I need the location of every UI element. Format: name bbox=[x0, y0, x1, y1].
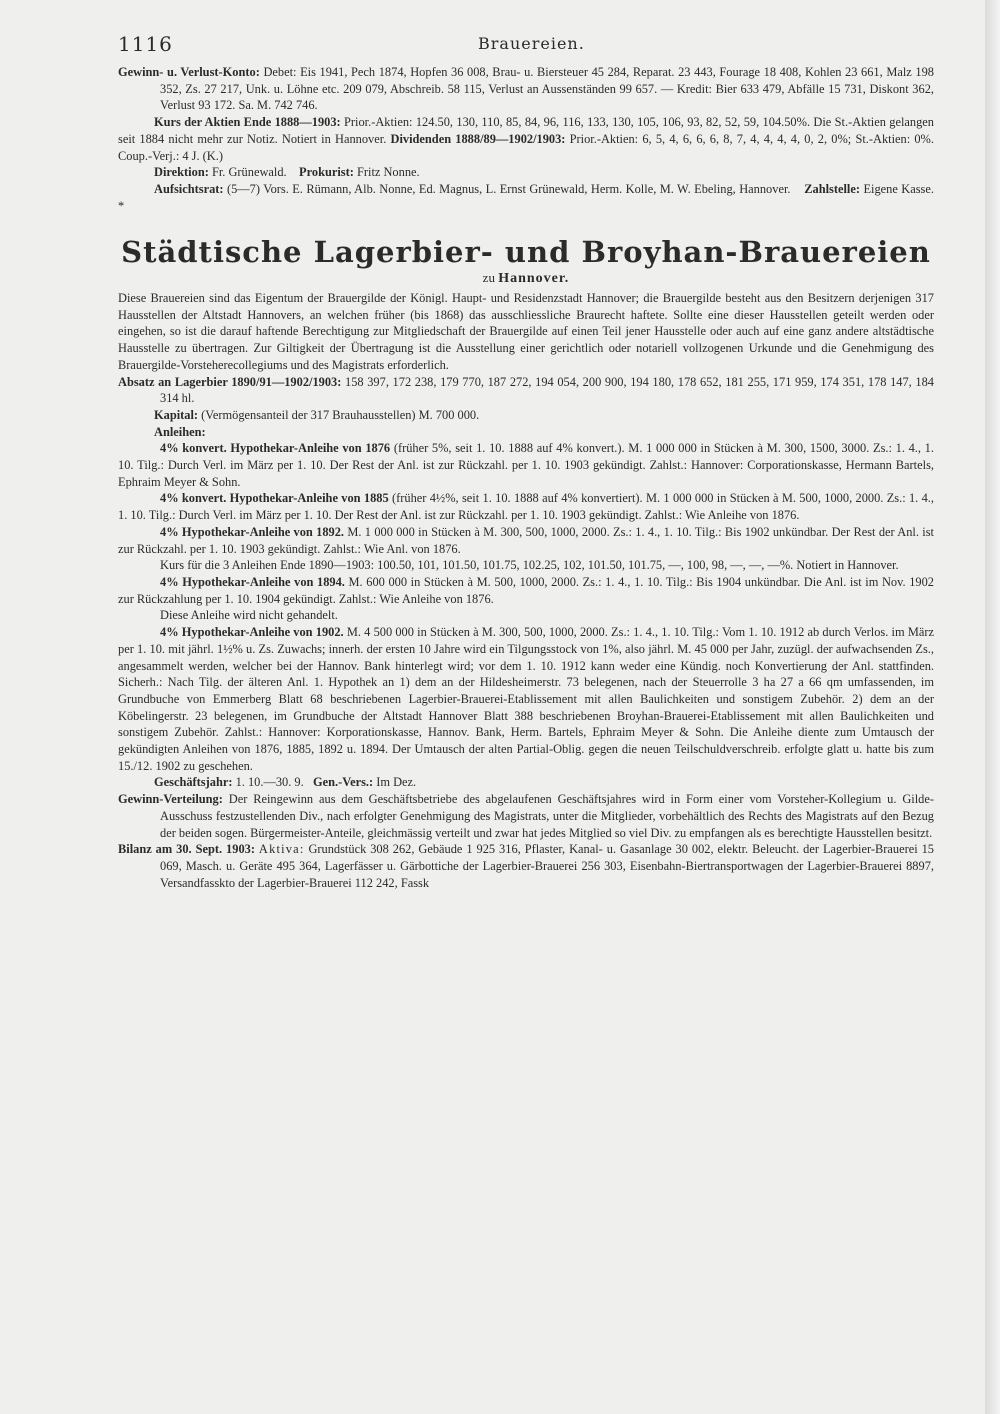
direktion-entry bbox=[118, 164, 934, 181]
bilanz-text: Grundstück 308 262, Gebäude 1 925 316, Pflaster, Kanal- u. Gasanlage 30 002, elektr. Beleucht. der Lagerbier-Brauerei 15 069, Masch. u. Geräte 495 364, Lagerfässer u. Gärbottiche der Lagerbier-Brauerei 256 303, Eisenbahn-Biertransportwagen der Lagerbier-Brauerei 8897, Versandfasskto der Lagerbier-Brauerei 112 242, Fassk bbox=[160, 842, 934, 890]
zahlstelle-text: Eigene Kasse. * bbox=[118, 181, 934, 213]
direktion-label: Direktion: bbox=[154, 165, 209, 180]
anleihe-1902-label: 4% Hypothekar-Anleihe von 1902. bbox=[160, 625, 344, 640]
intro-paragraph: Diese Brauereien sind das Eigentum der Brauergilde der Königl. Haupt- und Residenzstadt Hannover; die Brauergilde besteht aus den Besitzern derjenigen 317 Hausstellen der Altstadt Hannovers, an welchen früher (bis 1868) das ausschliessliche Braurecht haftete. Sollte eine dieser Hausstellen geteilt werden oder eingehen, so ist die darauf haftende Berechtigung zur Mitgliedschaft der Brauergilde auf einen Teil jener Hausstelle oder auch auf eine ganz andere altstädtische Hausstelle zu übertragen. Zur Giltigkeit der Übertragung ist die Ausstellung einer gerichtlich oder notariell vollzogenen Urkunde und die Genehmigung des Brauergilde-Vorsteherecollegiums und des Magistrats erforderlich. bbox=[118, 291, 934, 372]
anleihe-1892-label: 4% Hypothekar-Anleihe von 1892. bbox=[160, 524, 345, 539]
gv-konto-text: Debet: Eis 1941, Pech 1874, Hopfen 36 008, Brau- u. Biersteuer 45 284, Reparat. 23 443, Fourage 18 408, Kohlen 23 661, Malz 198 352, Zs. 27 217, Unk. u. Löhne etc. 209 079, Abschreib. 58 115, Verlust an Aussenständen 99 657. — Kredit: Bier 633 479, Abfälle 15 731, Diskont 362, Verlust 93 172. Sa. M. 742 746. bbox=[160, 65, 934, 113]
subtitle-prefix: zu bbox=[482, 270, 495, 286]
direktion-text: Fr. Grünewald. bbox=[211, 165, 287, 180]
dividenden-label: Dividenden 1888/89—1902/1903: bbox=[390, 131, 566, 146]
kurs-label: Kurs der Aktien Ende 1888—1903: bbox=[154, 115, 341, 130]
kapital-label: Kapital: bbox=[154, 407, 199, 422]
aufsichtsrat-entry bbox=[118, 181, 934, 214]
geschaeftsjahr-text: 1. 10.—30. 9. bbox=[235, 775, 304, 790]
geschaeftsjahr-entry bbox=[118, 774, 934, 791]
nicht-gehandelt-note: Diese Anleihe wird nicht gehandelt. bbox=[160, 608, 338, 623]
gen-vers-label: Gen.-Vers.: bbox=[313, 775, 374, 790]
anleihe-1885-label: 4% konvert. Hypothekar-Anleihe von 1885 bbox=[160, 491, 389, 506]
anleihe-1892-text: M. 1 000 000 in Stücken à M. 300, 500, 1000, 2000. Zs.: 1. 4., 1. 10. Tilg.: Bis 1902 unkündbar. Der Rest der Anl. ist zur Rückzahl. per 1. 10. 1903 gekündigt. Zahlst.: Wie Anl. von 1876. bbox=[118, 524, 934, 556]
aufsichtsrat-label: Aufsichtsrat: bbox=[154, 181, 224, 196]
anleihe-1894-label: 4% Hypothekar-Anleihe von 1894. bbox=[160, 574, 345, 589]
gewinn-verteilung-text: Der Reingewinn aus dem Geschäftsbetriebe des abgelaufenen Geschäftsjahres wird in Form einer vom Vorsteher-Kollegium u. Gilde-Ausschuss festzustellenden Div., nach erfolgter Genehmigung des Magistrats, unter die Mitglieder, vorbehältlich des Rechts des Magistrats auf den Bezug der beiden sogen. Bürgermeister-Anteile, gleichmässig verteilt und zwar hat jedes Mitglied so viel Div. zu empfangen als es berechtigte Hausstellen besitzt. bbox=[160, 792, 934, 840]
anleihe-1885-text: (früher 4½%, seit 1. 10. 1888 auf 4% konvertiert). M. 1 000 000 in Stücken à M. 500, 1000, 2000. Zs.: 1. 4., 1. 10. Tilg.: Durch Verl. im März per 1. 10. Der Rest der Anl. ist zur Rückzahl. per 1. 10. 1903 gekündigt. Zahlst.: Wie Anleihe von 1876. bbox=[118, 491, 934, 523]
kurs-anleihen: Kurs für die 3 Anleihen Ende 1890—1903: 100.50, 101, 101.50, 101.75, 102.25, 102, 101.50, 101.75, —, 100, 98, —, —, —%. Notiert in Hannover. bbox=[160, 558, 899, 573]
prokurist-text: Fritz Nonne. bbox=[356, 165, 420, 180]
anleihe-1894-text: M. 600 000 in Stücken à M. 500, 1000, 2000. Zs.: 1. 4., 1. 10. Tilg.: Bis 1904 unkündbar. Die Anl. ist im Nov. 1902 zur Rückzahlung per 1. 10. 1904 gekündigt. Zahlst.: Wie Anleihe von 1876. bbox=[118, 574, 934, 606]
running-title: Brauereien. bbox=[478, 34, 585, 53]
anleihe-1902-text: M. 4 500 000 in Stücken à M. 300, 500, 1000, 2000. Zs.: 1. 4., 1. 10. Tilg.: Vom 1. 10. 1912 ab durch Verlos. im März per 1. 10. mit jährl. 1½% u. Zs. Zuwachs; innerh. der ersten 10 Jahre wird ein Tilgungsstock von 1%, also jährl. M. 45 000 per Jahr, zuzügl. der aufwachsenden Zs., angesammelt werden, welcher bei der Hannov. Bank hinterlegt wird; vor dem 1. 10. 1912 kann weder eine Kündig. noch Konvertierung der Anl. stattfinden. Sicherh.: Nach Tilg. der älteren Anl. 1. Hypothek an 1) dem an der Hildesheimerstr. 73 belegenen, nach der Steuerrolle 3 ha 27 a 66 qm umfassenden, im Grundbuche von Emmerberg Blatt 68 beschriebenen Lagerbier-Brauerei-Etablissement mit allen Baulichkeiten und sonstigem Zubehör. 2) dem an der Köbelingerstr. 23 belegenen, im Grundbuche der Altstadt Hannover Blatt 388 beschriebenen Broyhan-Brauerei-Etablissement mit allen Baulichkeiten und sonstigem Zubehör. Zahlst.: Hannover: Korporationskasse, Hannov. Bank, Herm. Bartels, Ephraim Meyer & Sohn. Die Anleihe diente zum Umtausch der gekündigten Anleihen von 1876, 1885, 1892 u. 1894. Der Umtausch der alten Partial-Oblig. gegen die neuen Teilschuldverschreib. erfolgte glatt u. hatte bis zum 15./12. 1902 zu geschehen. bbox=[118, 625, 934, 773]
gv-konto-label: Gewinn- u. Verlust-Konto: bbox=[118, 65, 260, 79]
page-number: 1116 bbox=[118, 32, 173, 56]
gen-vers-text: Im Dez. bbox=[376, 775, 417, 790]
geschaeftsjahr-label: Geschäftsjahr: bbox=[154, 775, 233, 790]
aktiva-label: Aktiva: bbox=[258, 842, 305, 857]
page-body bbox=[118, 64, 934, 891]
kurs-entry bbox=[118, 114, 934, 164]
kapital-text: (Vermögensanteil der 317 Brauhausstellen) M. 700 000. bbox=[201, 407, 480, 422]
dividenden-text: Prior.-Aktien: 6, 5, 4, 6, 6, 6, 8, 7, 4, 4, 4, 4, 0, 2, 0%; St.-Aktien: 0%. Coup.-Verj.: 4 J. (K.) bbox=[118, 131, 934, 163]
bilanz-label: Bilanz am 30. Sept. 1903: bbox=[118, 842, 255, 857]
anleihe-1902 bbox=[118, 624, 934, 774]
kapital-entry bbox=[118, 407, 934, 424]
anleihe-1876 bbox=[118, 440, 934, 490]
aufsichtsrat-text: (5—7) Vors. E. Rümann, Alb. Nonne, Ed. Magnus, L. Ernst Grünewald, Herm. Kolle, M. W. Ebeling, Hannover. bbox=[226, 181, 791, 196]
anleihen-label: Anleihen: bbox=[154, 424, 206, 439]
company-subtitle bbox=[118, 270, 934, 288]
anleihe-1876-label: 4% konvert. Hypothekar-Anleihe von 1876 bbox=[160, 441, 391, 456]
absatz-text: 158 397, 172 238, 179 770, 187 272, 194 054, 200 900, 194 180, 178 652, 181 255, 171 959, 174 351, 178 147, 184 314 hl. bbox=[160, 374, 934, 406]
zahlstelle-label: Zahlstelle: bbox=[804, 181, 861, 196]
gv-konto-entry bbox=[118, 64, 934, 114]
company-city: Hannover. bbox=[498, 271, 570, 287]
anleihe-1876-text: (früher 5%, seit 1. 10. 1888 auf 4% konvert.). M. 1 000 000 in Stücken à M. 300, 1500, 3000. Zs.: 1. 4., 1. 10. Tilg.: Durch Verl. im März per 1. 10. Der Rest der Anl. ist zur Rückzahl. per 1. 10. 1903 gekündigt. Zahlst.: Hannover: Corporationskasse, Hermann Bartels, Ephraim Meyer & Sohn. bbox=[118, 441, 934, 489]
gewinn-verteilung-entry bbox=[118, 791, 934, 841]
absatz-label: Absatz an Lagerbier 1890/91—1902/1903: bbox=[118, 374, 342, 389]
kurs-text: Prior.-Aktien: 124.50, 130, 110, 85, 84, 96, 116, 133, 130, 105, 106, 93, 82, 52, 59, 104.50%. Die St.-Aktien gelangen seit 1884 nicht mehr zur Notiz. Notiert in Hannover. bbox=[118, 115, 934, 146]
page-header bbox=[118, 32, 938, 56]
company-title: Städtische Lagerbier- und Broyhan-Brauereien bbox=[121, 235, 931, 270]
anleihe-1892 bbox=[118, 524, 934, 557]
absatz-entry bbox=[118, 374, 934, 407]
prokurist-label: Prokurist: bbox=[299, 165, 354, 180]
scan-page-edge bbox=[985, 0, 1000, 1414]
anleihe-1894 bbox=[118, 574, 934, 607]
bilanz-entry bbox=[118, 841, 934, 891]
gewinn-verteilung-label: Gewinn-Verteilung: bbox=[118, 792, 223, 807]
anleihen-heading bbox=[118, 424, 934, 441]
anleihe-1885 bbox=[118, 490, 934, 523]
